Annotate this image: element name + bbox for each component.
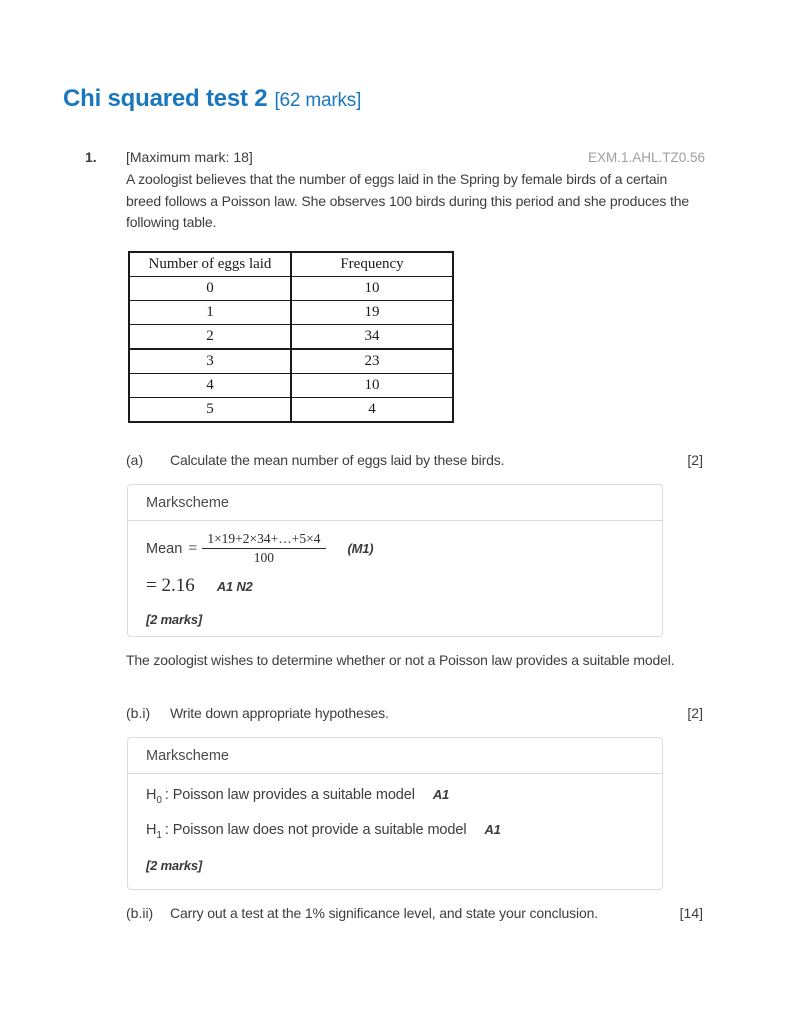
null-hypothesis-row: [146, 787, 662, 806]
table-cell-eggs: 0: [129, 277, 291, 301]
h0-symbol: $H_0$: [146, 787, 162, 806]
frequency-table: [128, 251, 454, 423]
part-bii-label: (b.ii): [126, 905, 154, 921]
h0-statement: : Poisson law provides a suitable model: [164, 787, 415, 803]
mean-result-row: [146, 575, 662, 597]
table-row: [129, 325, 453, 350]
table-cell-eggs: 4: [129, 374, 291, 398]
question-number: 1.: [85, 149, 97, 165]
markscheme-content: [128, 787, 662, 875]
table-cell-eggs: 2: [129, 325, 291, 350]
part-bii-marks: [14]: [679, 905, 703, 921]
total-marks-row: [146, 857, 662, 875]
table-cell-eggs: 3: [129, 349, 291, 374]
part-bii-text: Carry out a test at the 1% significance level, and state your conclusion.: [170, 905, 598, 921]
fraction-denominator: 100: [253, 550, 275, 565]
markscheme-panel-a: [127, 484, 663, 637]
table-cell-frequency: 23: [291, 349, 453, 374]
part-a-label: (a): [126, 452, 144, 468]
h1-mark-tag: A1: [484, 821, 501, 837]
h0-subscript: 0: [156, 794, 162, 806]
h1-statement: : Poisson law does not provide a suitable model: [164, 821, 467, 838]
total-marks-tag: [2 marks]: [146, 612, 203, 627]
markscheme-header: Markscheme: [128, 738, 662, 774]
table-row: [129, 349, 453, 374]
table-cell-frequency: 34: [291, 325, 453, 350]
part-bi-marks: [2]: [687, 705, 703, 721]
table-header-eggs: Number of eggs laid: [129, 252, 291, 277]
table-row: [129, 277, 453, 301]
mean-label: Mean: [146, 540, 183, 557]
markscheme-content: [128, 531, 662, 629]
table-header-frequency: Frequency: [291, 252, 453, 277]
part-bi-text: Write down appropriate hypotheses.: [170, 705, 389, 721]
method-mark-tag: (M1): [347, 541, 374, 556]
table-cell-frequency: 4: [291, 398, 453, 423]
table-cell-eggs: 5: [129, 398, 291, 423]
table-cell-frequency: 19: [291, 301, 453, 325]
answer-mark-tag: A1 N2: [216, 578, 253, 594]
total-marks-row: [146, 611, 662, 629]
h0-mark-tag: A1: [432, 787, 450, 802]
page-title-marks: [62 marks]: [274, 90, 362, 111]
markscheme-panel-bi: [127, 737, 663, 890]
question-max-mark: [Maximum mark: 18]: [126, 149, 253, 165]
mean-result-value: = 2.16: [146, 575, 195, 596]
intro-line: following table.: [126, 214, 217, 230]
page-title-text: Chi squared test 2: [63, 85, 268, 112]
intro-line: A zoologist believes that the number of eggs laid in the Spring by female birds of a certain: [126, 171, 668, 187]
table-cell-frequency: 10: [291, 277, 453, 301]
table-cell-frequency: 10: [291, 374, 453, 398]
part-a-marks: [2]: [687, 452, 703, 468]
table-row: [129, 301, 453, 325]
page-title: [63, 85, 361, 113]
h1-symbol: $H_1$: [146, 821, 162, 841]
total-marks-tag: [2 marks]: [146, 857, 203, 873]
intro-line: breed follows a Poisson law. She observes 100 birds during this period and she produces the: [126, 192, 690, 209]
h1-subscript: 1: [156, 829, 162, 841]
table-row: [129, 398, 453, 423]
equals-sign: =: [188, 539, 198, 557]
alt-hypothesis-row: [146, 822, 662, 841]
mean-fraction: [202, 531, 325, 566]
fraction-numerator: 1×19+2×34+…+5×4: [202, 531, 325, 549]
part-a-text: Calculate the mean number of eggs laid by these birds.: [170, 452, 505, 468]
question-reference-code: EXM.1.AHL.TZ0.56: [587, 150, 705, 165]
markscheme-header: Markscheme: [128, 485, 662, 521]
table-row: [129, 374, 453, 398]
table-header-row: [129, 252, 453, 277]
table-cell-eggs: 1: [129, 301, 291, 325]
question-middle-paragraph: The zoologist wishes to determine whether or not a Poisson law provides a suitable model.: [126, 652, 675, 668]
question-intro-paragraph: [126, 169, 689, 234]
part-bi-label: (b.i): [126, 705, 151, 721]
mean-formula-row: [146, 531, 662, 566]
